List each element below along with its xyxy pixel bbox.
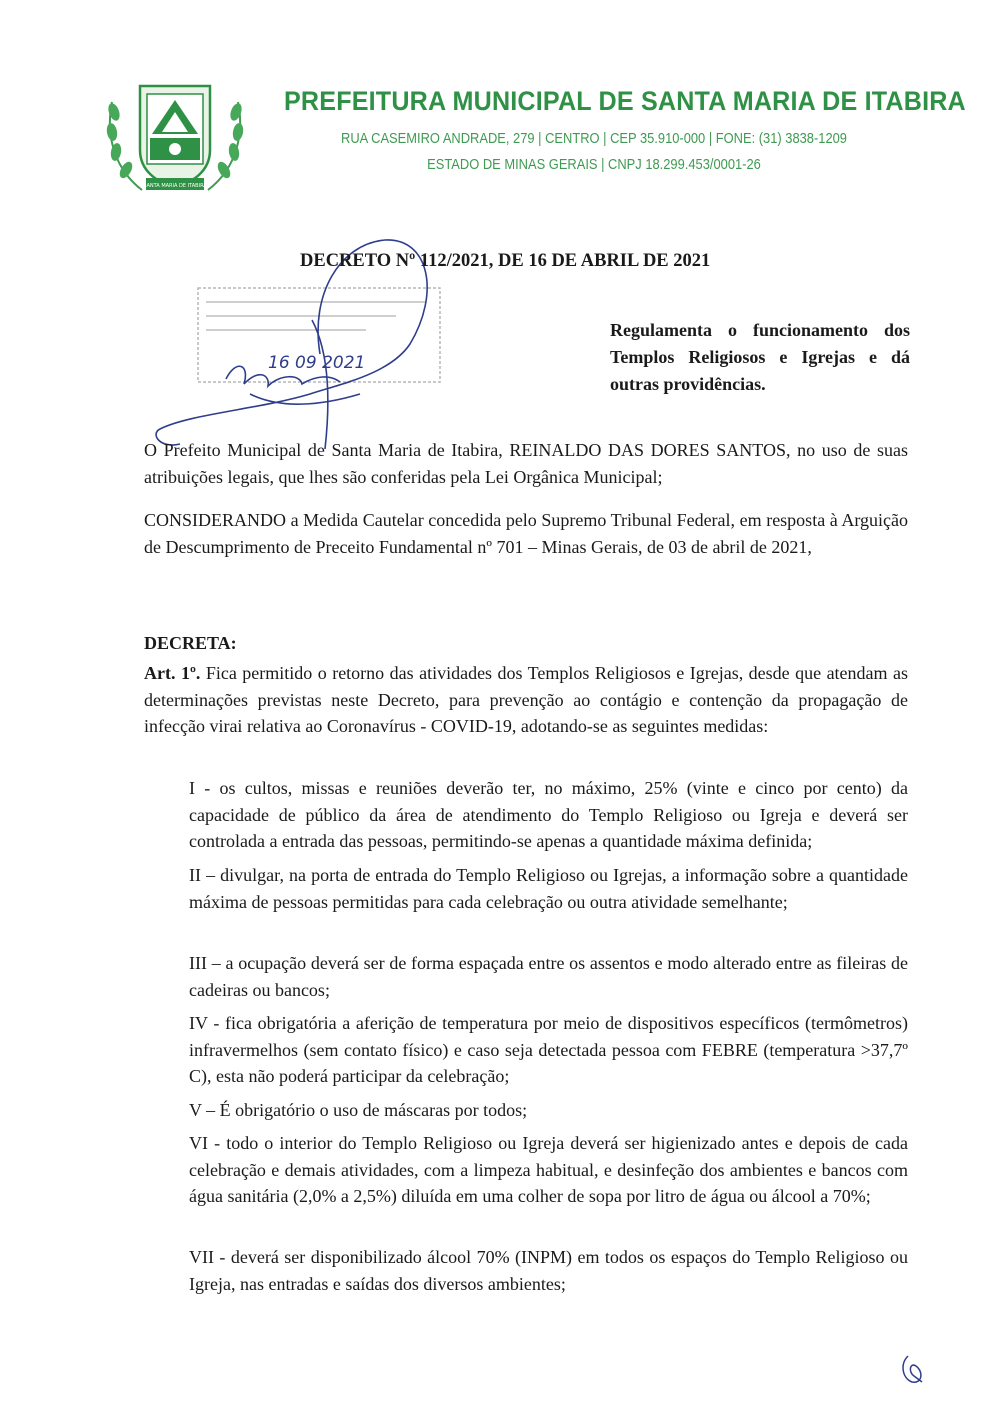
organization-state-cnpj: ESTADO DE MINAS GERAIS | CNPJ 18.299.453/0001-26 [427,156,761,173]
decreta-heading: DECRETA: [144,633,237,653]
intro-paragraph: O Prefeito Municipal de Santa Maria de Itabira, REINALDO DAS DORES SANTOS, no uso de suas atribuições legais, que lhes são conferidas pela Lei Orgânica Municipal; [144,440,908,487]
list-item: II – divulgar, na porta de entrada do Templo Religioso ou Igrejas, a informação sobre a quantidade máxima de pessoas permitidas para cada celebração ou outra atividade semelhante; [189,865,908,912]
article-1 [144,660,908,740]
considerando-paragraph: CONSIDERANDO a Medida Cautelar concedida pelo Supremo Tribunal Federal, em resposta à Arguição de Descumprimento de Preceito Fundamental nº 701 – Minas Gerais, de 03 de abril de 2021, [144,510,908,557]
article-1-text: Fica permitido o retorno das atividades dos Templos Religiosos e Igrejas, desde que atendam as determinações previstas neste Decreto, para prevenção ao contágio e contenção da propagação de infecção virai relativa ao Coronavírus - COVID-19, adotando-se as seguintes medidas: [144,663,908,736]
list-item: III – a ocupação deverá ser de forma espaçada entre os assentos e modo alterado entre as fileiras de cadeiras ou bancos; [189,953,908,1000]
list-item: VII - deverá ser disponibilizado álcool 70% (INPM) em todos os espaços do Templo Religioso ou Igreja, nas entradas e saídas dos diversos ambientes; [189,1247,908,1294]
decree-ementa: Regulamenta o funcionamento dos Templos Religiosos e Igrejas e dá outras providências. [610,320,910,394]
list-item: V – É obrigatório o uso de máscaras por todos; [189,1100,528,1120]
list-item: VI - todo o interior do Templo Religioso ou Igreja deverá ser higienizado antes e depois de cada celebração e demais atividades, com a limpeza habitual, e desinfeção dos ambientes e bancos com água sanitária (2,0% a 2,5%) diluída em uma colher de sopa por litro de água ou álcool a 70%; [189,1133,908,1206]
organization-name: PREFEITURA MUNICIPAL DE SANTA MARIA DE ITABIRA [284,86,966,116]
svg-text:SANTA MARIA DE ITABIRA: SANTA MARIA DE ITABIRA [143,183,207,189]
stamp-handwritten-date: 16 09 2021 [268,353,366,373]
organization-address: RUA CASEMIRO ANDRADE, 279 | CENTRO | CEP 35.910-000 | FONE: (31) 3838-1209 [341,130,847,147]
municipal-crest-icon [102,72,248,200]
list-item: I - os cultos, missas e reuniões deverão ter, no máximo, 25% (vinte e cinco por cento) da capacidade de público da área de atendimento do Templo Religioso ou Igreja e deverá ser controlada a entrada das pessoas, permitindo-se apenas a quantidade máxima definida; [189,778,908,851]
article-1-label: Art. 1º. [144,663,201,683]
page-initials [898,1352,928,1386]
list-item: IV - fica obrigatória a aferição de temperatura por meio de dispositivos específicos (termômetros) infravermelhos (sem contato físico) e caso seja detectada pessoa com FEBRE (temperatura >37,7º C), esta não poderá participar da celebração; [189,1013,908,1086]
decree-title: DECRETO Nº 112/2021, DE 16 DE ABRIL DE 2021 [300,251,711,271]
